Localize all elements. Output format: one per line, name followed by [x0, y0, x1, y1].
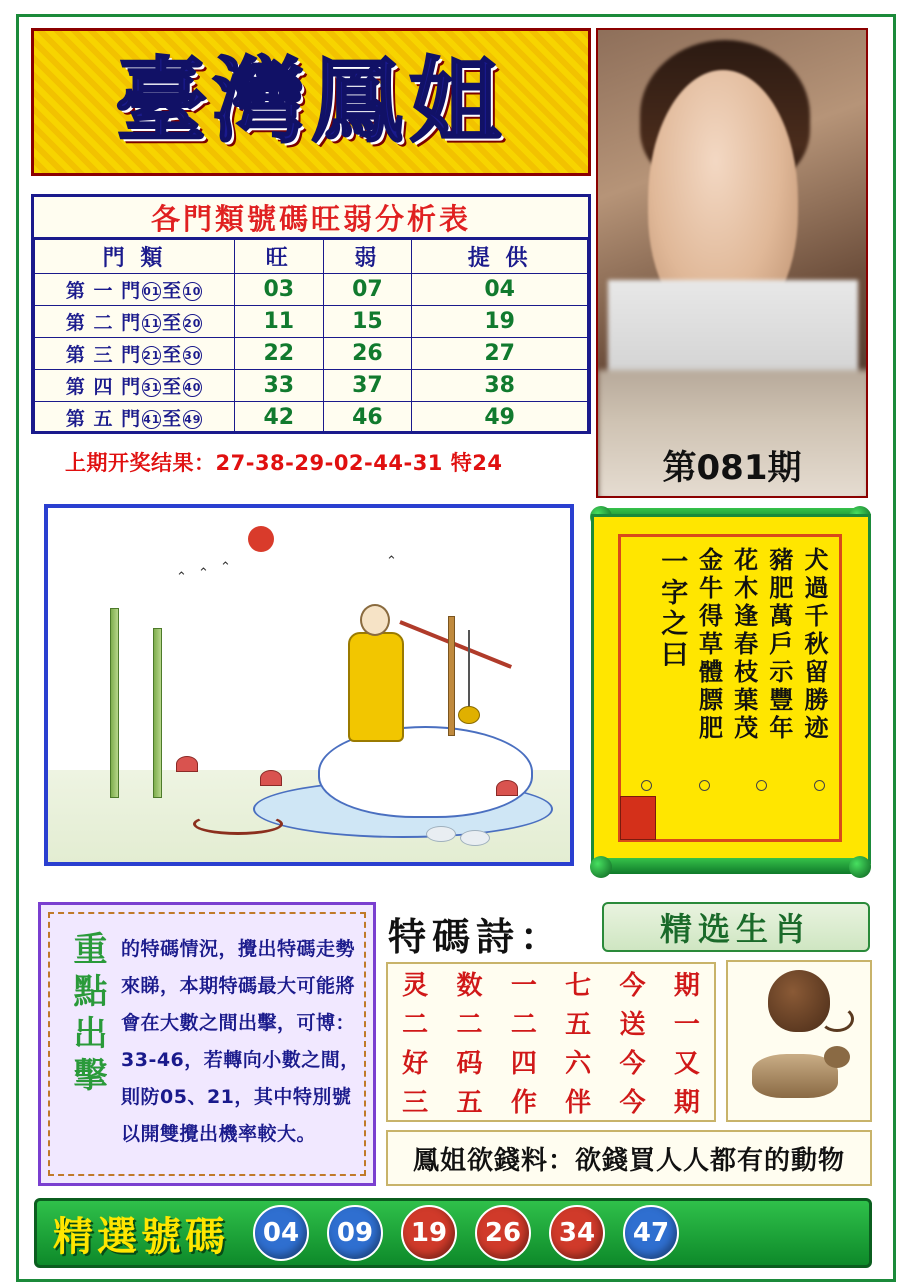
- mushroom-icon: [496, 780, 518, 796]
- row-label-mid: 至: [162, 376, 183, 398]
- poem-cell: 伴: [565, 1088, 592, 1118]
- poem-cell: 作: [510, 1088, 537, 1118]
- poem-cell: 五: [456, 1088, 483, 1118]
- bird-icon: ⌃: [176, 570, 187, 585]
- row-label: [35, 274, 235, 306]
- poem-cell: 期: [673, 971, 700, 1001]
- table-row: [35, 370, 588, 402]
- selected-numbers-bar: [34, 1198, 872, 1268]
- col-header-ruo: 弱: [323, 240, 412, 274]
- cell-gong: 49: [412, 402, 588, 434]
- poem-bar-dot: [590, 856, 612, 878]
- col-header-category: 門 類: [35, 240, 235, 274]
- row-label: [35, 370, 235, 402]
- table-row: [35, 402, 588, 434]
- row-label: [35, 338, 235, 370]
- focus-strike-text: 的特碼情況，攪出特碼走勢來睇，本期特碼最大可能將會在大數之間出擊，可博：33-46，若轉向小數之間，則防05、21，其中特別號以開雙攪出機率較大。: [121, 938, 360, 1146]
- monkey-tail-icon: [820, 1006, 854, 1032]
- focus-strike-vertical-title: 重點出擊: [67, 931, 107, 1099]
- row-range-from: 21: [142, 346, 161, 365]
- poem-columns: [621, 537, 839, 839]
- number-ball[interactable]: 47: [623, 1205, 679, 1261]
- poem-column-2: 豬肥萬戶示豐年: [764, 547, 793, 743]
- number-ball[interactable]: 04: [253, 1205, 309, 1261]
- row-label-pre: 第 二 門: [65, 312, 142, 334]
- row-label-pre: 第 三 門: [65, 344, 142, 366]
- row-label-pre: 第 四 門: [65, 376, 142, 398]
- poem-cell: 今: [619, 1049, 646, 1079]
- fisherman-robe: [348, 632, 404, 742]
- cell-ruo: 07: [323, 274, 412, 306]
- row-range-to: 10: [183, 282, 202, 301]
- row-label: [35, 402, 235, 434]
- money-riddle-bar: 鳳姐欲錢料：欲錢買人人都有的動物: [386, 1130, 872, 1186]
- cell-gong: 38: [412, 370, 588, 402]
- row-range-to: 20: [183, 314, 202, 333]
- bird-icon: ⌃: [198, 566, 209, 581]
- poem-dot: [756, 780, 767, 791]
- poem-dot-row: [641, 780, 825, 791]
- analysis-table: [34, 239, 588, 434]
- wooden-pole: [448, 616, 455, 736]
- number-ball[interactable]: 09: [327, 1205, 383, 1261]
- poem-cell: 期: [673, 1088, 700, 1118]
- poem-cell: 又: [673, 1049, 700, 1079]
- col-header-gong: 提 供: [412, 240, 588, 274]
- poem-cell: 今: [619, 971, 646, 1001]
- stone-icon: [460, 830, 490, 846]
- row-range-to: 49: [183, 410, 202, 429]
- poem-cell: 二: [402, 1010, 429, 1040]
- poem-panel-bottom-bar: [591, 858, 871, 874]
- cell-ruo: 15: [323, 306, 412, 338]
- poem-bar-dot: [849, 856, 871, 878]
- table-header-row: [35, 240, 588, 274]
- bamboo-stalk-icon: [153, 628, 162, 798]
- poem-column-1: 犬過千秋留勝迹: [800, 547, 828, 743]
- special-poem-title: 特碼詩：: [388, 915, 565, 959]
- row-label-mid: 至: [162, 280, 183, 302]
- cell-gong: 27: [412, 338, 588, 370]
- row-range-from: 41: [142, 410, 161, 429]
- poem-column-4: 金牛得草體膘肥: [694, 547, 723, 743]
- analysis-table-title: 各門類號碼旺弱分析表: [34, 197, 588, 239]
- poem-cell: 一: [510, 971, 537, 1001]
- poem-cell: 今: [619, 1088, 646, 1118]
- bird-icon: ⌃: [386, 554, 397, 569]
- sun-icon: [248, 526, 274, 552]
- title-banner: [31, 28, 591, 176]
- poem-dot: [641, 780, 652, 791]
- row-label-mid: 至: [162, 344, 183, 366]
- analysis-table-panel: [31, 194, 591, 434]
- model-photo: [596, 28, 868, 498]
- row-label-mid: 至: [162, 312, 183, 334]
- poem-dot: [814, 780, 825, 791]
- poem-headline: 一字之曰: [656, 547, 688, 671]
- cell-gong: 04: [412, 274, 588, 306]
- poem-column-3: 花木逢春枝葉茂: [729, 547, 758, 743]
- row-range-from: 01: [142, 282, 161, 301]
- last-draw-result: 上期开奖结果：27-38-29-02-44-31 特24: [65, 451, 503, 475]
- row-range-to: 30: [183, 346, 202, 365]
- poem-cell: 二: [456, 1010, 483, 1040]
- row-range-from: 31: [142, 378, 161, 397]
- page-title: 臺灣鳳姐: [114, 48, 507, 155]
- selected-zodiac-images: [726, 960, 872, 1122]
- stone-icon: [426, 826, 456, 842]
- cell-wang: 33: [235, 370, 324, 402]
- row-label: [35, 306, 235, 338]
- row-range-to: 40: [183, 378, 202, 397]
- selected-numbers-label: 精選號碼: [53, 1213, 229, 1260]
- snake-icon: [193, 813, 283, 835]
- bird-icon: ⌃: [220, 560, 231, 575]
- poem-cell: 一: [673, 1010, 700, 1040]
- poem-cell: 数: [456, 971, 483, 1001]
- table-row: [35, 274, 588, 306]
- row-label-mid: 至: [162, 408, 183, 430]
- cell-wang: 03: [235, 274, 324, 306]
- col-header-wang: 旺: [235, 240, 324, 274]
- row-label-pre: 第 一 門: [65, 280, 142, 302]
- row-range-from: 11: [142, 314, 161, 333]
- cell-ruo: 37: [323, 370, 412, 402]
- fishing-line: [468, 630, 470, 710]
- seal-stamp-icon: [620, 796, 656, 840]
- table-row: [35, 338, 588, 370]
- poem-cell: 码: [456, 1049, 483, 1079]
- bamboo-stalk-icon: [110, 608, 119, 798]
- issue-number: 第081期: [662, 447, 802, 488]
- goat-head-icon: [824, 1046, 850, 1068]
- row-label-pre: 第 五 門: [65, 408, 142, 430]
- mushroom-icon: [260, 770, 282, 786]
- number-ball[interactable]: 34: [549, 1205, 605, 1261]
- cell-ruo: 26: [323, 338, 412, 370]
- poem-dot: [699, 780, 710, 791]
- number-ball[interactable]: 19: [401, 1205, 457, 1261]
- cell-gong: 19: [412, 306, 588, 338]
- cell-ruo: 46: [323, 402, 412, 434]
- poem-cell: 六: [565, 1049, 592, 1079]
- poem-cell: 灵: [402, 971, 429, 1001]
- cell-wang: 11: [235, 306, 324, 338]
- bait-icon: [458, 706, 480, 724]
- poem-cell: 五: [565, 1010, 592, 1040]
- selected-zodiac-title: 精选生肖: [602, 902, 870, 952]
- illustration-frame: [44, 504, 574, 866]
- fisherman-head: [360, 604, 390, 636]
- poem-cell: 三: [402, 1088, 429, 1118]
- special-poem-grid: [386, 962, 716, 1122]
- poem-cell: 好: [402, 1049, 429, 1079]
- cell-wang: 42: [235, 402, 324, 434]
- mushroom-icon: [176, 756, 198, 772]
- poem-cell: 四: [510, 1049, 537, 1079]
- focus-strike-panel: [38, 902, 376, 1186]
- poem-cell: 七: [565, 971, 592, 1001]
- cell-wang: 22: [235, 338, 324, 370]
- number-ball[interactable]: 26: [475, 1205, 531, 1261]
- table-row: [35, 306, 588, 338]
- poem-cell: 送: [619, 1010, 646, 1040]
- poem-cell: 二: [510, 1010, 537, 1040]
